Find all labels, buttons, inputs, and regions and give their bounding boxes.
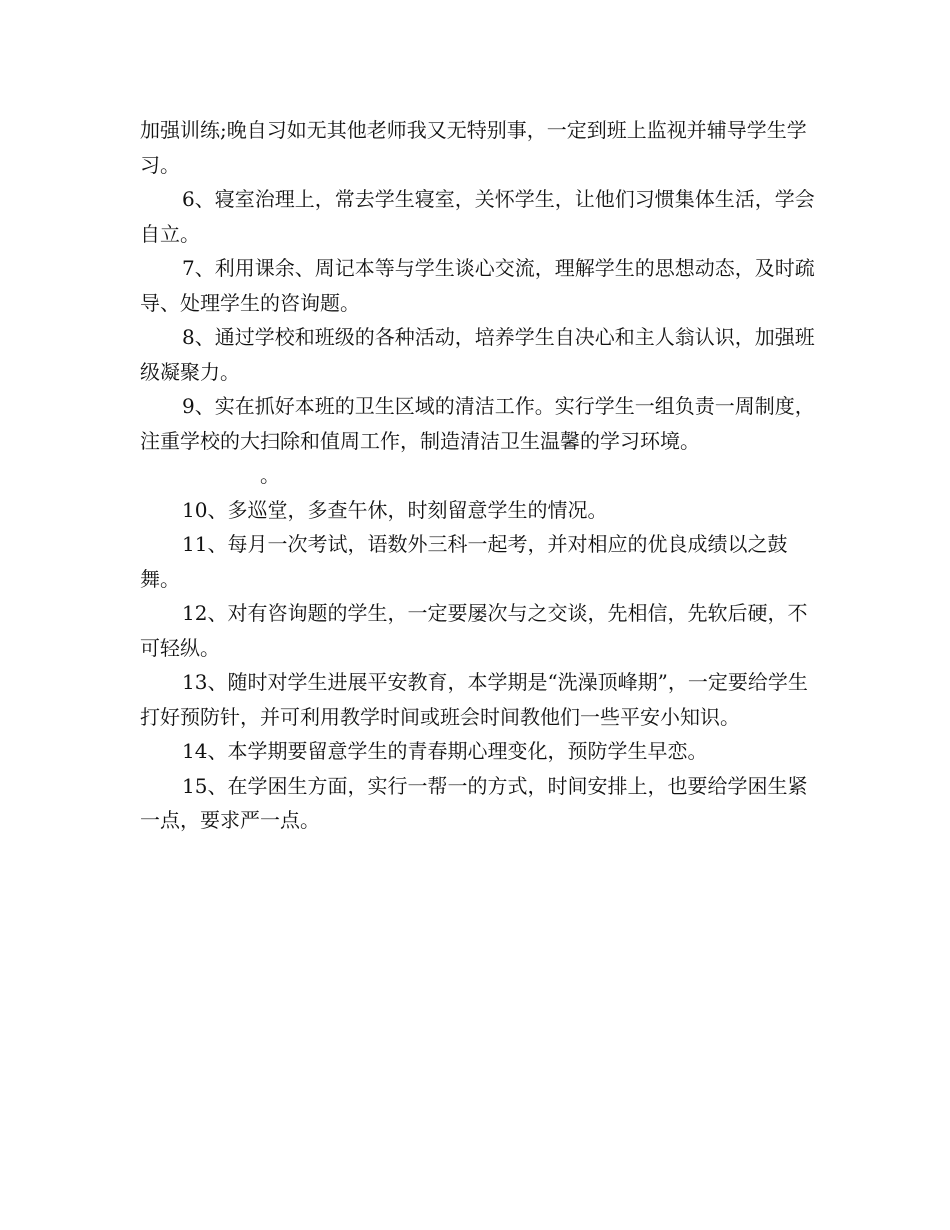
document-body	[140, 113, 820, 838]
paragraph-item-10: 10、多巡堂，多查午休，时刻留意学生的情况。	[182, 497, 608, 522]
paragraph-item-14: 14、本学期要留意学生的青春期心理变化，预防学生早恋。	[182, 739, 708, 763]
paragraph-item-15: 15、在学困生方面，实行一帮一的方式，时间安排上，也要给学困生紧一点，要求严一点。	[140, 773, 808, 832]
paragraph-item-12: 12、对有咨询题的学生，一定要屡次与之交谈，先相信，先软后硬，不可轻纵。	[140, 601, 808, 660]
stray-punctuation: 。	[260, 463, 280, 487]
paragraph-item-13: 13、随时对学生进展平安教育，本学期是“洗澡顶峰期”，一定要给学生打好预防针，并可利用教学时间或班会时间教他们一些平安小知识。	[140, 670, 808, 729]
paragraph-item-7: 7、利用课余、周记本等与学生谈心交流，理解学生的思想动态，及时疏导、处理学生的咨询题。	[140, 256, 815, 315]
paragraph-item-8: 8、通过学校和班级的各种活动，培养学生自决心和主人翁认识，加强班级凝聚力。	[140, 325, 815, 384]
paragraph-item-9: 9、实在抓好本班的卫生区域的清洁工作。实行学生一组负责一周制度，注重学校的大扫除和值周工作，制造清洁卫生温馨的学习环境。	[140, 394, 815, 453]
paragraph-item-11: 11、每月一次考试，语数外三科一起考，并对相应的优良成绩以之鼓舞。	[140, 532, 788, 591]
paragraph-item-6: 6、寝室治理上，常去学生寝室，关怀学生，让他们习惯集体生活，学会自立。	[140, 187, 815, 246]
paragraph-continuation: 加强训练;晚自习如无其他老师我又无特别事，一定到班上监视并辅导学生学习。	[140, 118, 807, 177]
